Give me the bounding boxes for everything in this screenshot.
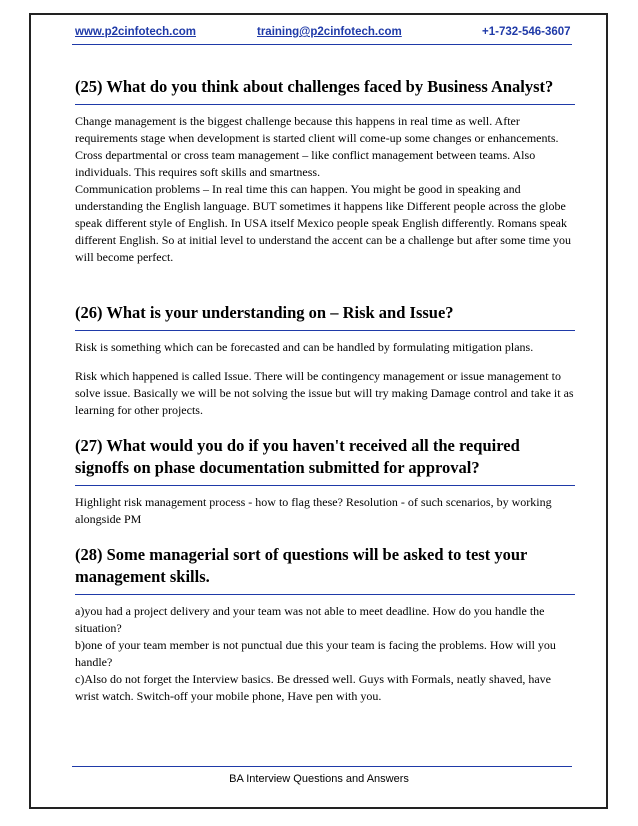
header-email-link[interactable]: training@p2cinfotech.com xyxy=(257,26,402,38)
footer-divider xyxy=(72,766,572,767)
question-27-answer-1: Highlight risk management process - how to flag these? Resolution - of such scenarios, by working alongside PM xyxy=(75,495,552,526)
question-28-answer-b: b)one of your team member is not punctual due this your team is facing the problems. How will you handle? xyxy=(75,638,556,669)
question-28-answer-a: a)you had a project delivery and your team was not able to meet deadline. How do you handle the situation? xyxy=(75,604,545,635)
question-25-answer-2: Cross departmental or cross team management – like conflict management between teams. Also individuals. This requires soft skills and smartness. xyxy=(75,148,536,179)
question-28-rule xyxy=(75,594,575,595)
page-footer: BA Interview Questions and Answers xyxy=(229,773,409,785)
question-26-answer-2: Risk which happened is called Issue. There will be contingency management or issue management to solve issue. Basically we will be not solving the issue but will try making Damage control and take it as learning for other projects. xyxy=(75,369,574,417)
question-27-rule xyxy=(75,485,575,486)
question-28-heading: (28) Some managerial sort of questions will be asked to test your management skills. xyxy=(75,545,528,586)
document-body xyxy=(75,72,575,705)
question-25-heading: (25) What do you think about challenges faced by Business Analyst? xyxy=(75,77,554,96)
question-27-heading: (27) What would you do if you haven't received all the required signoffs on phase documentation submitted for approval? xyxy=(75,436,520,477)
question-25-answer-3: Communication problems – In real time this can happen. You might be good in speaking and understanding the English language. BUT sometimes it happens like Different people across the globe speak different style of English. In USA itself Mexico people speak English differently. Romans speak different English. So at initial level to understand the accent can be a challenge but after some time you will become perfect. xyxy=(75,182,571,264)
header-website-link[interactable]: www.p2cinfotech.com xyxy=(75,26,196,38)
question-26-heading: (26) What is your understanding on – Risk and Issue? xyxy=(75,303,454,322)
question-25-rule xyxy=(75,104,575,105)
header-divider xyxy=(72,44,572,45)
header-phone: +1-732-546-3607 xyxy=(482,26,571,38)
question-26-answer-1: Risk is something which can be forecasted and can be handled by formulating mitigation plans. xyxy=(75,340,534,354)
question-25-answer-1: Change management is the biggest challenge because this happens in real time as well. After requirements stage when development is started client will come-up some changes or enhancements. xyxy=(75,114,559,145)
question-26-rule xyxy=(75,330,575,331)
question-28-answer-c: c)Also do not forget the Interview basics. Be dressed well. Guys with Formals, neatly shaved, have wrist watch. Switch-off your mobile phone, Have pen with you. xyxy=(75,672,552,703)
